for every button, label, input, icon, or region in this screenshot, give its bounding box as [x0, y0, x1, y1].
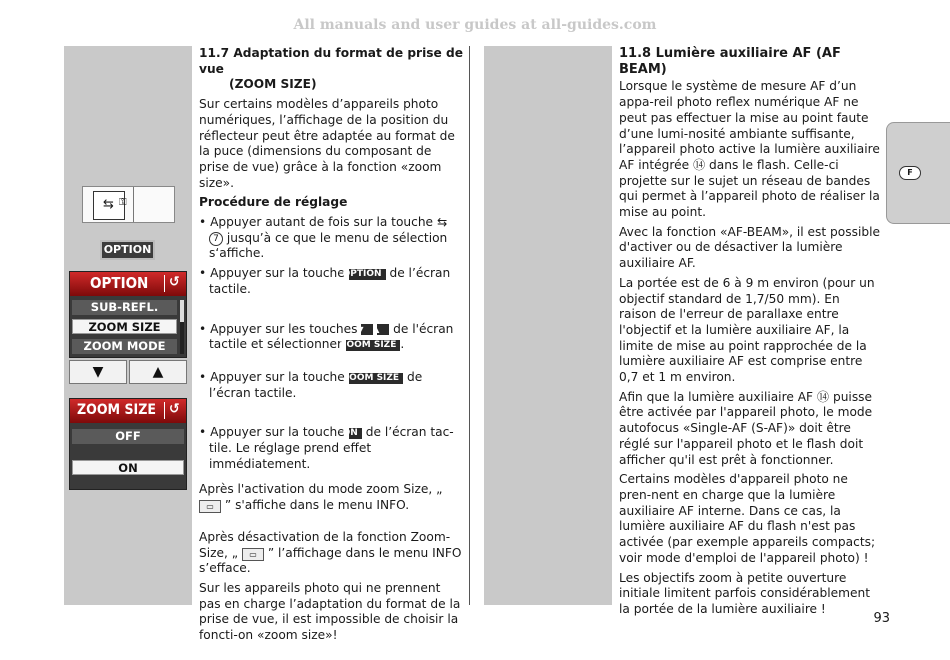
zoom-size-menu-title: ZOOM SIZE — [77, 402, 156, 418]
section-heading-11-8: 11.8 Lumière auxiliaire AF (AF BEAM) — [619, 46, 841, 77]
zoom-size-info-icon: ▭ — [242, 548, 264, 561]
af-paragraph-5: Certains modèles d'appareil photo ne pren-nent en charge que la lumière auxiliaire AF interne. Dans ce cas, la lumière auxiliaire AF du flash n'est pas activée (par exemple appareils compacts; voir mode d'emploi de l'appareil photo) ! — [619, 472, 876, 565]
option-menu-header — [70, 272, 186, 296]
step-2: • Appuyer sur la touche OPTION de l’écran tactile. — [199, 266, 451, 296]
left-text-column — [199, 46, 463, 648]
section-heading-11-7: 11.7 Adaptation du format de prise de vue (ZOOM SIZE) — [199, 46, 463, 92]
final-paragraph: Sur les appareils photo qui ne prennent pas en charge l’adaptation du format de la prise de vue, il est impossible de choisir la foncti-on «zoom size»! — [199, 580, 461, 643]
menu-scrollbar — [180, 300, 184, 354]
page-number: 93 — [873, 611, 890, 626]
zoom-size-menu-header — [70, 399, 186, 423]
menu-item-off: OFF — [72, 429, 184, 444]
language-tab — [886, 122, 950, 224]
zoom-size-tag: ZOOM SIZE — [349, 373, 403, 384]
column-divider — [469, 46, 470, 605]
step-4: • Appuyer sur la touche ZOOM SIZE de l’écran tactile. — [199, 369, 423, 400]
swap-arrows-icon: ⇆ — [436, 215, 448, 230]
zoom-size-tag: ZOOM SIZE — [346, 340, 400, 351]
menu-item-on: ON — [72, 460, 184, 475]
reference-number: 7 — [209, 232, 223, 246]
menu-item-zoom-mode: ZOOM MODE — [72, 339, 177, 354]
on-tag: ON — [349, 428, 362, 439]
language-badge: F — [899, 166, 921, 180]
step-1: • Appuyer autant de fois sur la touche ⇆ 7 jusqu’à ce que le menu de sélection s‘affiche. — [199, 215, 448, 261]
intro-paragraph: Sur certains modèles d’appareils photo numériques, l’affichage de la position du réflecteur peut être adaptée au format de la puce (dimensions du composant de prise de vue) grâce à la fonction «zoom size». — [199, 97, 455, 190]
up-arrow-button: ▲ — [129, 360, 187, 384]
zoom-size-menu-screen — [69, 398, 187, 490]
af-paragraph-2: Avec la fonction «AF-BEAM», il est possible d'activer ou de désactiver la lumière auxiliaire AF. — [619, 224, 880, 271]
key-icon-illustration — [82, 186, 175, 223]
down-arrow-tag: ▼ — [361, 324, 373, 335]
key-icon: ⚿ — [119, 197, 127, 208]
option-menu-screen — [69, 271, 187, 358]
up-arrow-tag: ▲ — [377, 324, 389, 335]
right-margin-panel — [484, 46, 612, 605]
right-text-column — [619, 46, 880, 622]
arrow-buttons — [69, 360, 187, 384]
swap-arrows-icon: ⇆ — [103, 197, 114, 212]
zoom-size-info-icon: ▭ — [199, 500, 221, 513]
back-icon: ↺ — [169, 401, 180, 417]
watermark: All manuals and user guides at all-guides.com — [293, 17, 657, 33]
step-3: • Appuyer sur les touches ▼ ▲ de l'écran tactile et sélectionner ZOOM SIZE . — [199, 321, 454, 352]
procedure-title: Procédure de réglage — [199, 195, 348, 210]
menu-item-sub-refl: SUB-REFL. — [72, 300, 177, 315]
option-tag: OPTION — [349, 269, 386, 280]
af-paragraph-1: Lorsque le système de mesure AF d’un appa-reil photo reflex numérique AF ne peut pas effectuer la mise au point faute d’une lumi-nosité ambiante suffisante, l’appareil photo active la lumière auxiliaire AF intégrée ⑭ dans le flash. Celle-ci projette sur le sujet un réseau de bandes qui permet à l’appareil photo de réaliser la mise au point. — [619, 79, 880, 220]
step-5: • Appuyer sur la touche ON de l’écran tac-tile. Le réglage prend effet immédiatement. — [199, 425, 454, 471]
af-paragraph-4: Afin que la lumière auxiliaire AF ⑭ puisse être activée par l'appareil photo, le mode autofocus «Single-AF (S-AF)» doit être réglé sur l'appareil photo et le flash doit afficher qu'il est prêt à fonctionner. — [619, 389, 873, 467]
option-button-label: OPTION — [103, 243, 152, 256]
activation-paragraph: Après l'activation du mode zoom Size, „ ▭ ” s'affiche dans le menu INFO. — [199, 482, 443, 513]
menu-item-zoom-size: ZOOM SIZE — [72, 319, 177, 334]
af-paragraph-6: Les objectifs zoom à petite ouverture initiale limitent parfois considérablement la portée de la lumière auxiliaire ! — [619, 570, 870, 616]
down-arrow-button: ▼ — [69, 360, 127, 384]
deactivation-paragraph: Après désactivation de la fonction Zoom-Size, „ ▭ ” l’affichage dans le menu INFO s’efface. — [199, 529, 462, 576]
back-icon: ↺ — [169, 274, 180, 290]
option-menu-title: OPTION — [90, 274, 149, 292]
option-button-illustration — [100, 240, 155, 260]
af-paragraph-3: La portée est de 6 à 9 m environ (pour un objectif standard de 1,7/50 mm). En raison de l'erreur de parallaxe entre l'objectif et la lumière auxiliaire AF, la limite de mise au point rapprochée de la lumière auxiliaire AF est comprise entre 0,7 et 1 m environ. — [619, 275, 875, 385]
